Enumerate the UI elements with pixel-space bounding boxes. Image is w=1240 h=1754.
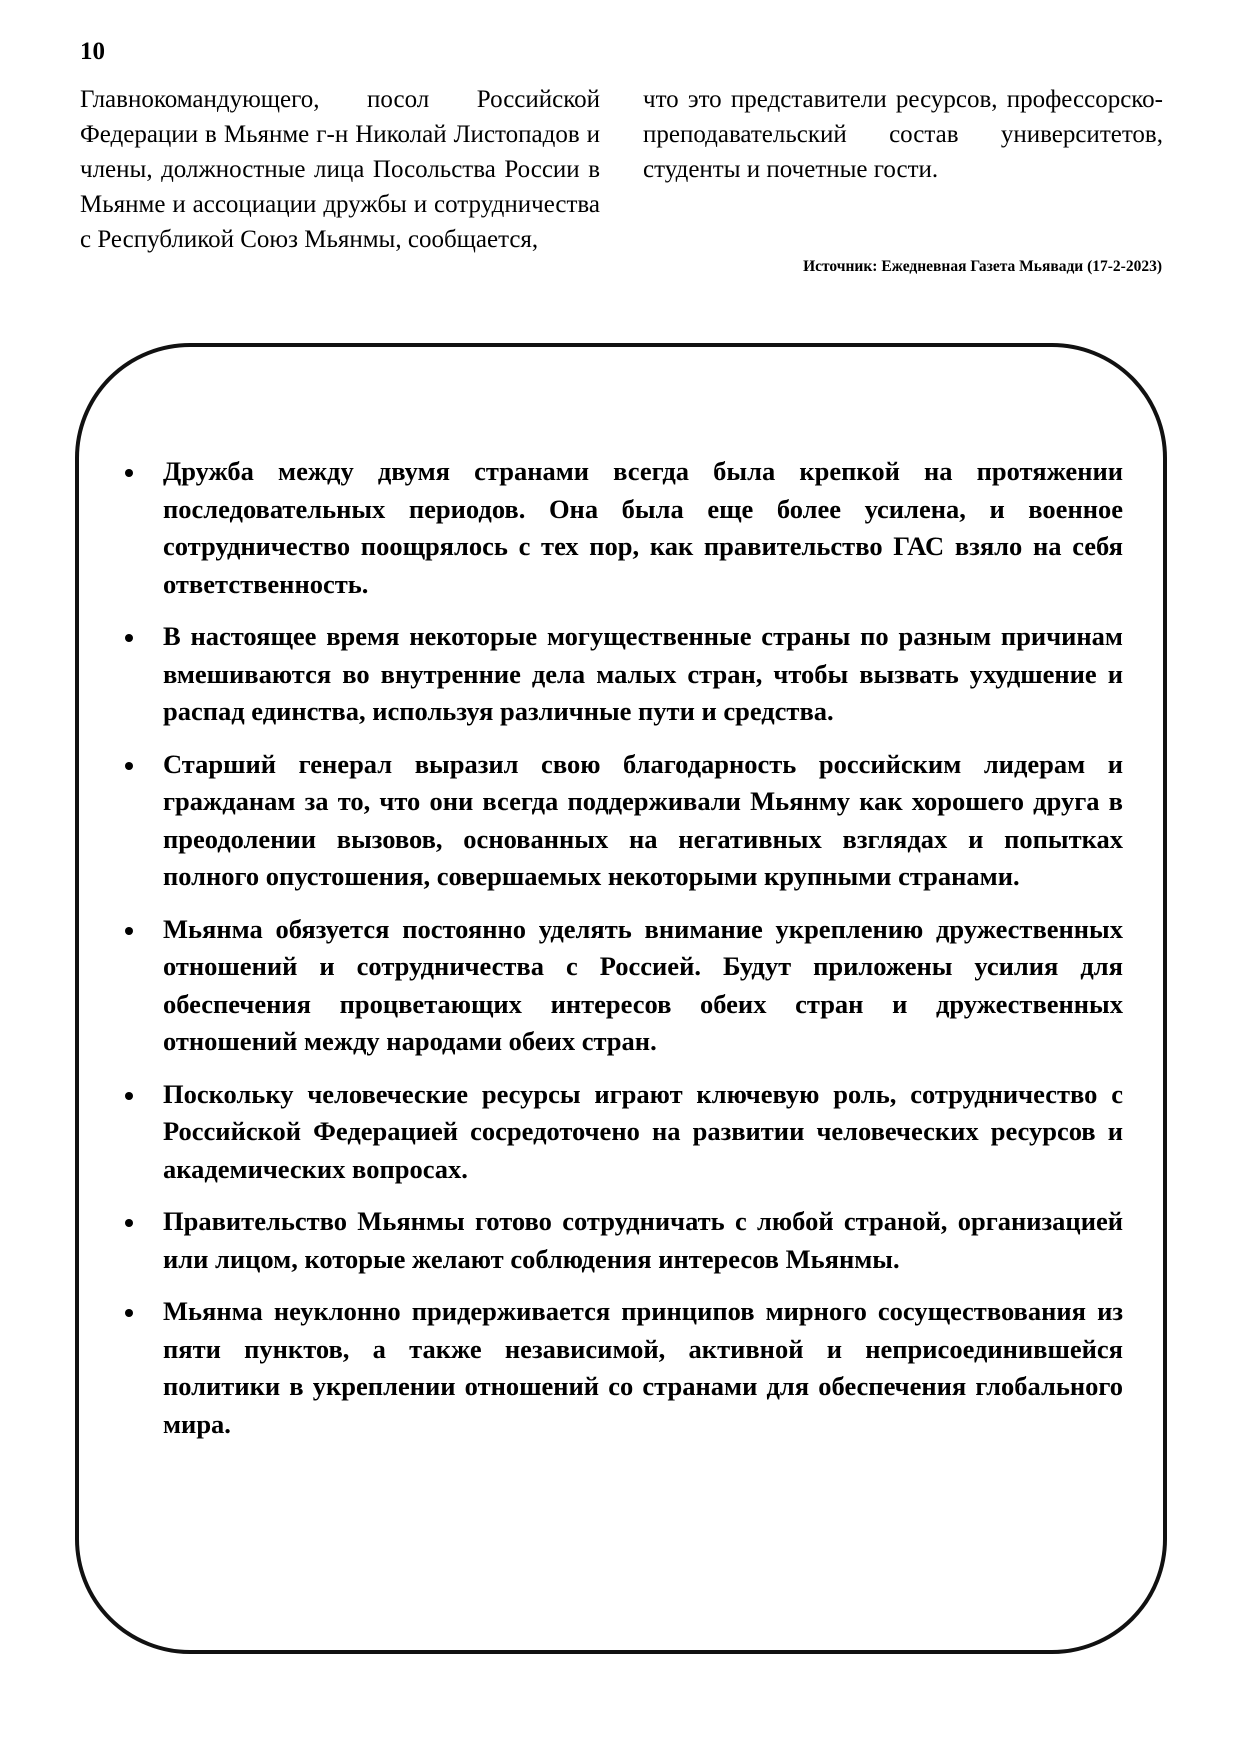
- bullet-icon: [125, 1219, 133, 1227]
- bullet-icon: [125, 1309, 133, 1317]
- list-item-text: Дружба между двумя странами всегда была крепкой на протяжении последовательных периодов. Она была еще более усилена, и военное сотрудничество поощрялось с тех пор, как правительство ГАС взяло на себя ответственность.: [163, 456, 1123, 599]
- bullet-icon: [125, 927, 133, 935]
- list-item: [120, 1076, 1123, 1189]
- list-item: [120, 618, 1123, 731]
- bullet-icon: [125, 1092, 133, 1100]
- list-item: [120, 1203, 1123, 1278]
- source-citation: Источник: Ежедневная Газета Мьявади (17-2-2023): [803, 258, 1162, 275]
- text-column-left: Главнокомандующего, посол Российской Федерации в Мьянме г-н Николай Листопадов и члены, должностные лица Посольства России в Мьянме и ассоциации дружбы и сотрудничества с Республикой Союз Мьянмы, сообщается,: [80, 86, 600, 253]
- list-item: [120, 911, 1123, 1061]
- list-item-text: Правительство Мьянмы готово сотрудничать с любой страной, организацией или лицом, которые желают соблюдения интересов Мьянмы.: [163, 1206, 1123, 1274]
- list-item-text: В настоящее время некоторые могущественные страны по разным причинам вмешиваются во внутренние дела малых стран, чтобы вызвать ухудшение и распад единства, используя различные пути и средства.: [163, 621, 1123, 726]
- list-item: [120, 453, 1123, 603]
- list-item-text: Мьянма обязуется постоянно уделять внимание укреплению дружественных отношений и сотрудничества с Россией. Будут приложены усилия для обеспечения процветающих интересов обеих стран и дружественных отношений между народами обеих стран.: [163, 913, 1123, 1056]
- bullet-icon: [125, 634, 133, 642]
- page-number: 10: [80, 38, 105, 65]
- key-points-list: [120, 453, 1123, 1458]
- list-item: [120, 1293, 1123, 1443]
- bullet-icon: [125, 762, 133, 770]
- bullet-icon: [125, 469, 133, 477]
- list-item-text: Старший генерал выразил свою благодарность российским лидерам и гражданам за то, что они всегда поддерживали Мьянму как хорошего друга в преодолении вызовов, основанных на негативных взглядах и попытках полного опустошения, совершаемых некоторыми крупными странами.: [163, 748, 1123, 891]
- list-item: [120, 746, 1123, 896]
- text-column-right: что это представители ресурсов, профессорско-преподавательский состав университетов, студенты и почетные гости.: [643, 86, 1163, 183]
- list-item-text: Поскольку человеческие ресурсы играют ключевую роль, сотрудничество с Российской Федерацией сосредоточено на развитии человеческих ресурсов и академических вопросах.: [163, 1078, 1123, 1184]
- list-item-text: Мьянма неуклонно придерживается принципов мирного сосуществования из пяти пунктов, а также независимой, активной и неприсоединившейся политики в укреплении отношений со странами для обеспечения глобального мира.: [163, 1296, 1123, 1439]
